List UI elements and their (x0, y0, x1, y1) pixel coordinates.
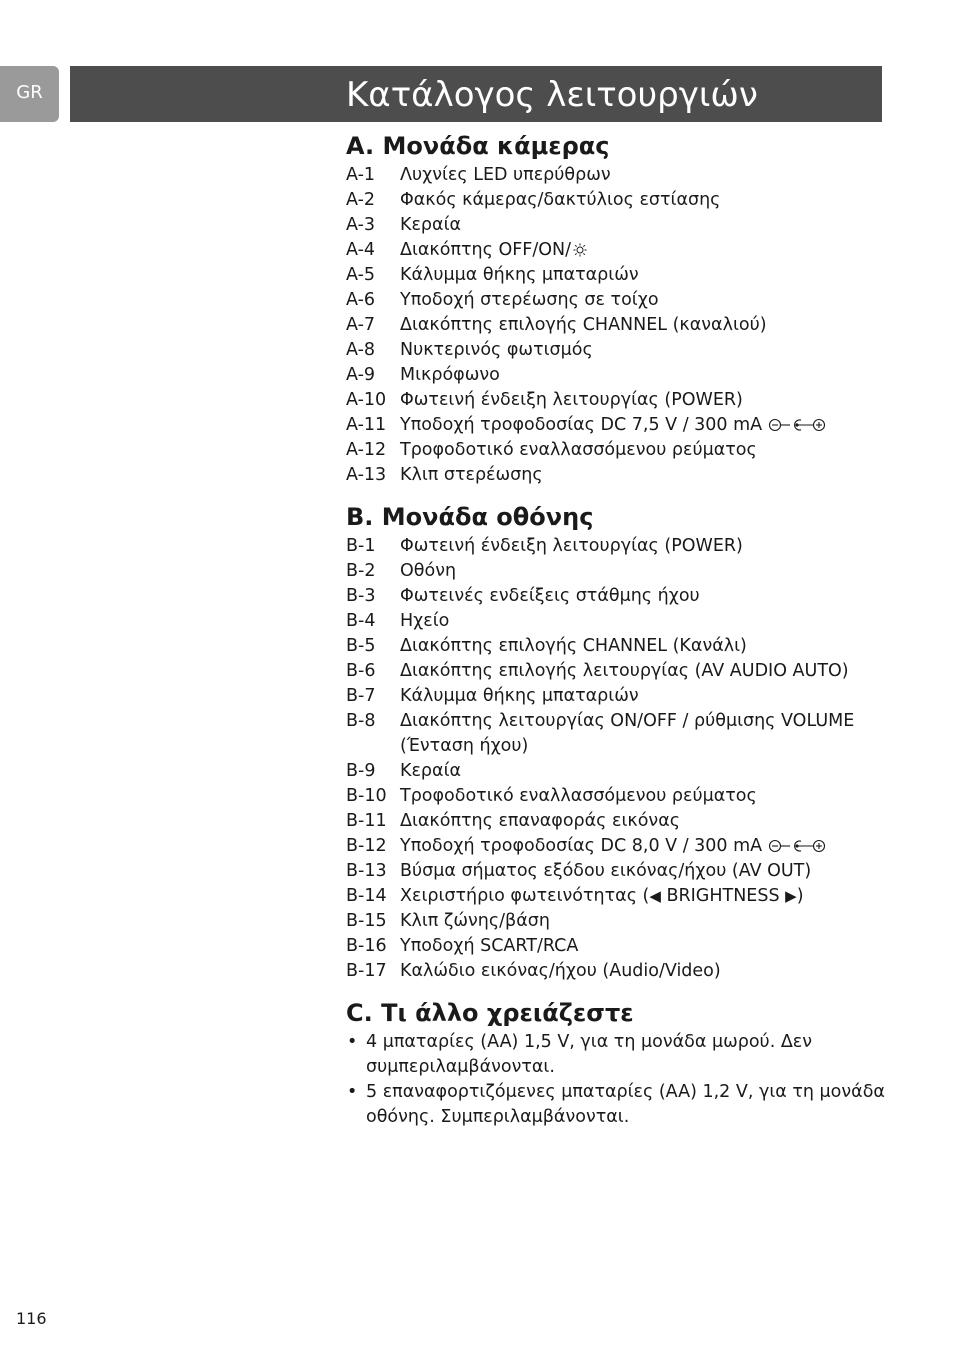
item-text: Διακόπτης OFF/ON/ (400, 240, 572, 260)
item-text: Υποδοχή τροφοδοσίας DC 8,0 V / 300 mA (400, 836, 763, 856)
list-item (346, 238, 886, 263)
list-item (346, 188, 886, 213)
list-item (346, 534, 886, 559)
item-text: Κάλυμμα θήκης μπαταριών (400, 686, 639, 706)
section-b-heading: B. Μονάδα οθόνης (346, 503, 594, 531)
item-text: Υποδοχή στερέωσης σε τοίχο (400, 290, 659, 310)
item-text: Διακόπτης επιλογής λειτουργίας (AV AUDIO AUTO) (400, 661, 849, 681)
item-text: Διακόπτης επιλογής CHANNEL (καναλιού) (400, 315, 767, 335)
item-text: Κλιπ στερέωσης (400, 465, 543, 485)
list-item (346, 338, 886, 363)
item-text: Τροφοδοτικό εναλλασσόμενου ρεύματος (400, 440, 757, 460)
list-item (346, 959, 886, 984)
item-code: B-3 (346, 586, 376, 606)
item-code: B-17 (346, 961, 387, 981)
section-c-heading: C. Τι άλλο χρειάζεστε (346, 999, 634, 1027)
item-text: Βύσμα σήματος εξόδου εικόνας/ήχου (AV OUT) (400, 861, 812, 881)
item-code: B-5 (346, 636, 376, 656)
item-code: B-16 (346, 936, 387, 956)
item-text-wrap (400, 413, 886, 438)
list-item (346, 684, 886, 709)
item-code: A-10 (346, 390, 387, 410)
item-text: Διακόπτης επαναφοράς εικόνας (400, 811, 680, 831)
item-text-wrap (400, 884, 886, 909)
list-item (346, 413, 886, 438)
item-text: Ηχείο (400, 611, 450, 631)
polarity-icon (768, 839, 826, 853)
bullet-item (346, 1030, 886, 1080)
list-item (346, 163, 886, 188)
item-text: Διακόπτης επιλογής CHANNEL (Κανάλι) (400, 636, 747, 656)
item-code: A-11 (346, 415, 387, 435)
item-text: Τροφοδοτικό εναλλασσόμενου ρεύματος (400, 786, 757, 806)
list-item (346, 634, 886, 659)
title-bar (70, 66, 882, 122)
item-code: B-7 (346, 686, 376, 706)
item-code: B-10 (346, 786, 387, 806)
list-item (346, 809, 886, 834)
list-item (346, 859, 886, 884)
item-code: A-7 (346, 315, 376, 335)
triangle-left-icon: ◀ (649, 887, 661, 905)
item-text: Μικρόφωνο (400, 365, 500, 385)
list-item (346, 909, 886, 934)
item-text: Κεραία (400, 215, 462, 235)
list-item (346, 438, 886, 463)
item-text: Οθόνη (400, 561, 457, 581)
polarity-icon (768, 418, 826, 432)
item-code: A-6 (346, 290, 376, 310)
list-item (346, 288, 886, 313)
bullet-text: 4 μπαταρίες (AA) 1,5 V, για τη μονάδα μωρού. Δεν συμπεριλαμβάνονται. (366, 1032, 813, 1077)
language-tab (0, 66, 59, 122)
item-text: Υποδοχή τροφοδοσίας DC 7,5 V / 300 mA (400, 415, 763, 435)
item-code: B-9 (346, 761, 376, 781)
item-code: A-8 (346, 340, 376, 360)
list-item (346, 213, 886, 238)
item-text: BRIGHTNESS (660, 886, 786, 906)
section-c-list (346, 1030, 886, 1130)
item-code: B-6 (346, 661, 376, 681)
language-code: GR (16, 82, 43, 103)
item-text: Κάλυμμα θήκης μπαταριών (400, 265, 639, 285)
item-code: A-4 (346, 240, 376, 260)
item-code: B-2 (346, 561, 376, 581)
item-text: Φωτεινές ενδείξεις στάθμης ήχου (400, 586, 700, 606)
item-text-wrap (400, 834, 886, 859)
item-text: Κλιπ ζώνης/βάση (400, 911, 550, 931)
section-a-list (346, 163, 886, 488)
list-item (346, 263, 886, 288)
item-code: A-3 (346, 215, 376, 235)
item-text: ) (796, 886, 804, 906)
item-code: B-1 (346, 536, 376, 556)
list-item (346, 584, 886, 609)
list-item (346, 834, 886, 859)
item-text-wrap (400, 238, 886, 263)
list-item (346, 559, 886, 584)
item-text: Φωτεινή ένδειξη λειτουργίας (POWER) (400, 390, 743, 410)
item-code: A-9 (346, 365, 376, 385)
list-item (346, 659, 886, 684)
item-text: Χειριστήριο φωτεινότητας ( (400, 886, 650, 906)
bullet-text: 5 επαναφορτιζόμενες μπαταρίες (AA) 1,2 V, για τη μονάδα οθόνης. Συμπεριλαμβάνονται. (366, 1082, 885, 1127)
item-code: B-8 (346, 711, 376, 731)
content (346, 129, 886, 1130)
list-item (346, 463, 886, 488)
item-text: Φακός κάμερας/δακτύλιος εστίασης (400, 190, 721, 210)
item-text: Νυκτερινός φωτισμός (400, 340, 593, 360)
list-item (346, 784, 886, 809)
item-code: A-13 (346, 465, 387, 485)
section-b-list (346, 534, 886, 984)
item-code: A-5 (346, 265, 376, 285)
bullet-icon: • (347, 1082, 358, 1102)
item-code: B-11 (346, 811, 387, 831)
item-text: Υποδοχή SCART/RCA (400, 936, 579, 956)
sun-icon (573, 243, 587, 257)
item-text: Λυχνίες LED υπερύθρων (400, 165, 611, 185)
item-text: Φωτεινή ένδειξη λειτουργίας (POWER) (400, 536, 743, 556)
item-code: B-14 (346, 886, 387, 906)
triangle-right-icon: ▶ (785, 887, 797, 905)
item-code: A-1 (346, 165, 376, 185)
item-code: B-12 (346, 836, 387, 856)
list-item (346, 609, 886, 634)
section-gap (346, 984, 886, 996)
item-text: Καλώδιο εικόνας/ήχου (Audio/Video) (400, 961, 721, 981)
list-item (346, 363, 886, 388)
item-code: B-4 (346, 611, 376, 631)
list-item (346, 884, 886, 909)
item-text: Διακόπτης λειτουργίας ON/OFF / ρύθμισης VOLUME (Ένταση ήχου) (400, 711, 855, 756)
section-a-heading: A. Μονάδα κάμερας (346, 132, 610, 160)
list-item (346, 313, 886, 338)
item-code: B-15 (346, 911, 387, 931)
list-item (346, 709, 886, 759)
page-number: 116 (16, 1309, 47, 1328)
section-gap (346, 488, 886, 500)
item-code: A-12 (346, 440, 387, 460)
page-title: Κατάλογος λειτουργιών (346, 75, 758, 115)
item-code: A-2 (346, 190, 376, 210)
item-text: Κεραία (400, 761, 462, 781)
list-item (346, 934, 886, 959)
bullet-item (346, 1080, 886, 1130)
bullet-icon: • (347, 1032, 358, 1052)
list-item (346, 388, 886, 413)
list-item (346, 759, 886, 784)
item-code: B-13 (346, 861, 387, 881)
